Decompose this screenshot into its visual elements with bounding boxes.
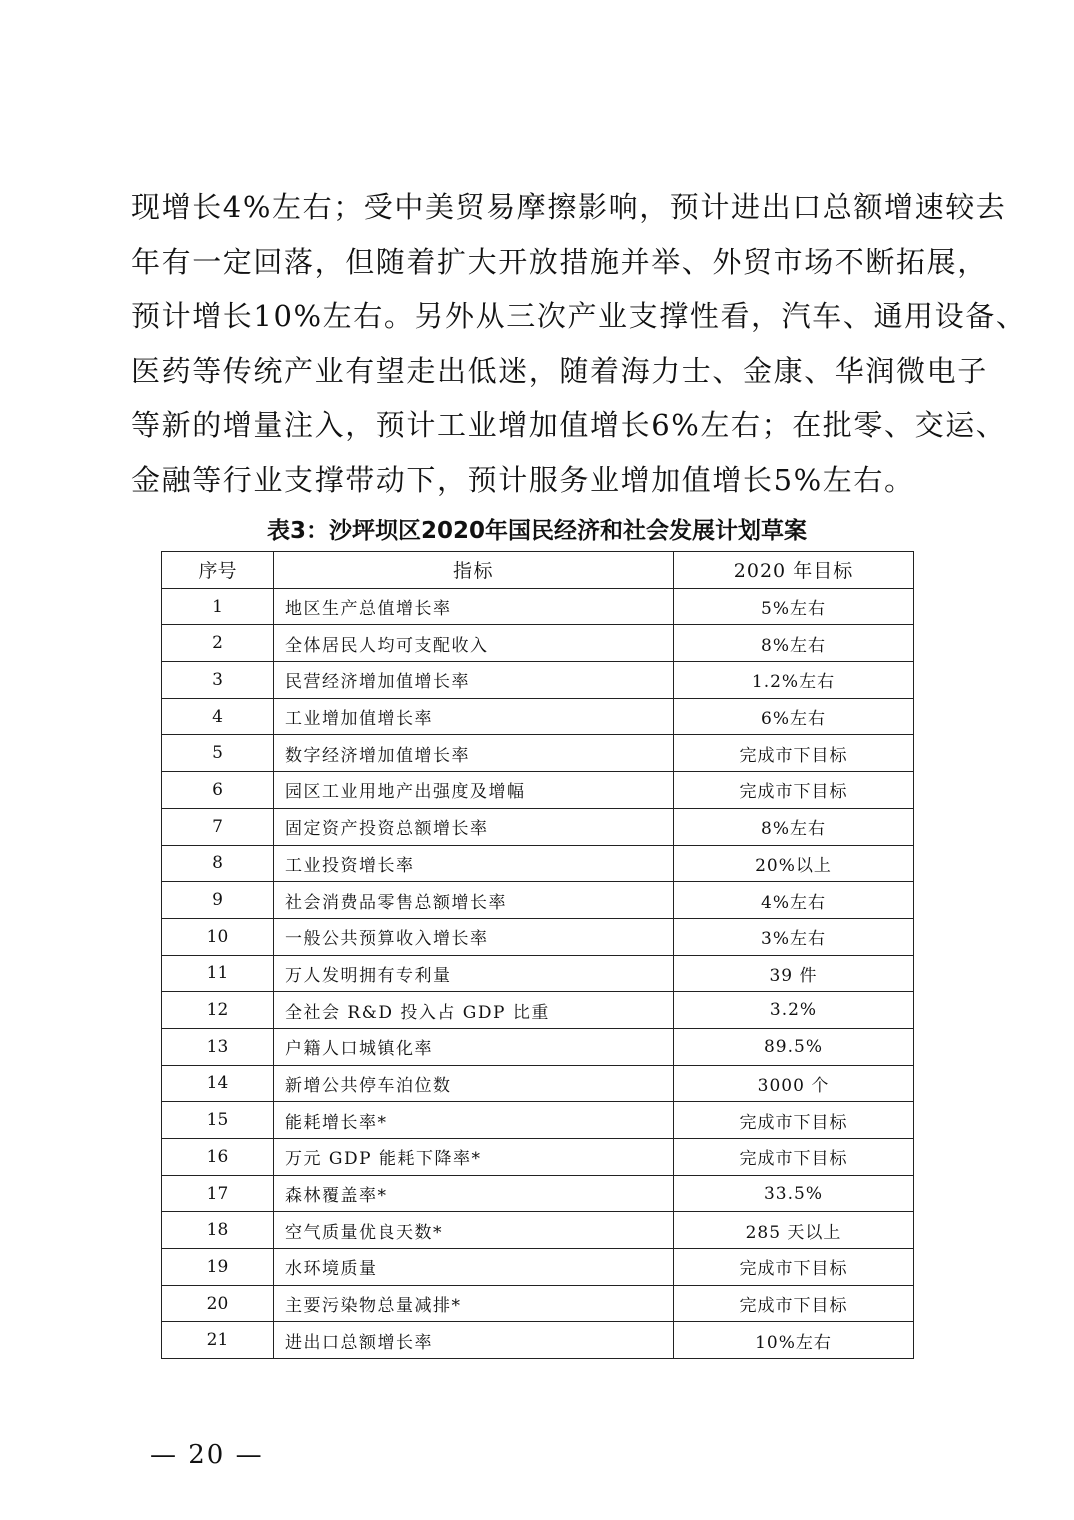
cell-target: 3000 个 — [674, 1065, 914, 1102]
cell-indicator: 全体居民人均可支配收入 — [274, 625, 674, 662]
cell-no: 16 — [162, 1139, 274, 1176]
cell-target: 完成市下目标 — [674, 735, 914, 772]
cell-no: 5 — [162, 735, 274, 772]
table-row — [162, 772, 914, 809]
table-row — [162, 1175, 914, 1212]
cell-target: 3%左右 — [674, 918, 914, 955]
cell-target: 285 天以上 — [674, 1212, 914, 1249]
paragraph-line: 医药等传统产业有望走出低迷，随着海力士、金康、华润微电子 — [131, 353, 988, 388]
cell-no: 7 — [162, 808, 274, 845]
cell-target: 89.5% — [674, 1028, 914, 1065]
cell-indicator: 万元 GDP 能耗下降率* — [274, 1139, 674, 1176]
table-body — [162, 588, 914, 1358]
table-row — [162, 1285, 914, 1322]
cell-indicator: 全社会 R&D 投入占 GDP 比重 — [274, 992, 674, 1029]
cell-no: 18 — [162, 1212, 274, 1249]
table-row — [162, 735, 914, 772]
header-no: 序号 — [162, 552, 274, 589]
cell-indicator: 社会消费品零售总额增长率 — [274, 882, 674, 919]
table-row — [162, 1249, 914, 1286]
cell-indicator: 工业增加值增长率 — [274, 698, 674, 735]
table-row — [162, 1028, 914, 1065]
cell-no: 13 — [162, 1028, 274, 1065]
cell-indicator: 数字经济增加值增长率 — [274, 735, 674, 772]
cell-no: 12 — [162, 992, 274, 1029]
cell-target: 3.2% — [674, 992, 914, 1029]
table-row — [162, 588, 914, 625]
cell-indicator: 新增公共停车泊位数 — [274, 1065, 674, 1102]
cell-indicator: 园区工业用地产出强度及增幅 — [274, 772, 674, 809]
table-row — [162, 882, 914, 919]
table-row — [162, 992, 914, 1029]
cell-indicator: 万人发明拥有专利量 — [274, 955, 674, 992]
table-row — [162, 1102, 914, 1139]
cell-target: 39 件 — [674, 955, 914, 992]
cell-indicator: 工业投资增长率 — [274, 845, 674, 882]
table-row — [162, 918, 914, 955]
cell-no: 4 — [162, 698, 274, 735]
cell-indicator: 一般公共预算收入增长率 — [274, 918, 674, 955]
table-row — [162, 808, 914, 845]
cell-no: 20 — [162, 1285, 274, 1322]
table-row — [162, 845, 914, 882]
cell-indicator: 森林覆盖率* — [274, 1175, 674, 1212]
table-row — [162, 698, 914, 735]
cell-no: 3 — [162, 662, 274, 699]
cell-target: 完成市下目标 — [674, 1285, 914, 1322]
cell-target: 6%左右 — [674, 698, 914, 735]
cell-target: 1.2%左右 — [674, 662, 914, 699]
table-row — [162, 1139, 914, 1176]
paragraph-line: 金融等行业支撑带动下，预计服务业增加值增长5%左右。 — [131, 462, 915, 497]
body-paragraph — [131, 180, 1027, 507]
header-target: 2020 年目标 — [674, 552, 914, 589]
cell-no: 14 — [162, 1065, 274, 1102]
cell-target: 33.5% — [674, 1175, 914, 1212]
cell-indicator: 进出口总额增长率 — [274, 1322, 674, 1359]
cell-indicator: 户籍人口城镇化率 — [274, 1028, 674, 1065]
paragraph-line: 等新的增量注入，预计工业增加值增长6%左右；在批零、交运、 — [131, 408, 1007, 442]
cell-target: 完成市下目标 — [674, 1102, 914, 1139]
cell-no: 21 — [162, 1322, 274, 1359]
cell-target: 4%左右 — [674, 882, 914, 919]
cell-target: 完成市下目标 — [674, 772, 914, 809]
cell-target: 8%左右 — [674, 625, 914, 662]
cell-no: 15 — [162, 1102, 274, 1139]
cell-no: 17 — [162, 1175, 274, 1212]
table-header-row — [162, 552, 914, 589]
header-indicator: 指标 — [274, 552, 674, 589]
cell-indicator: 主要污染物总量减排* — [274, 1285, 674, 1322]
table-row — [162, 662, 914, 699]
table-row — [162, 955, 914, 992]
cell-indicator: 固定资产投资总额增长率 — [274, 808, 674, 845]
cell-no: 8 — [162, 845, 274, 882]
cell-no: 10 — [162, 918, 274, 955]
cell-indicator: 地区生产总值增长率 — [274, 588, 674, 625]
table-title: 表3：沙坪坝区2020年国民经济和社会发展计划草案 — [266, 518, 808, 544]
cell-no: 11 — [162, 955, 274, 992]
paragraph-line: 年有一定回落，但随着扩大开放措施并举、外贸市场不断拓展， — [131, 244, 988, 279]
table-row — [162, 1212, 914, 1249]
cell-target: 完成市下目标 — [674, 1249, 914, 1286]
cell-target: 8%左右 — [674, 808, 914, 845]
cell-indicator: 空气质量优良天数* — [274, 1212, 674, 1249]
cell-indicator: 民营经济增加值增长率 — [274, 662, 674, 699]
cell-target: 5%左右 — [674, 588, 914, 625]
table-row — [162, 1065, 914, 1102]
cell-target: 10%左右 — [674, 1322, 914, 1359]
cell-no: 9 — [162, 882, 274, 919]
cell-no: 2 — [162, 625, 274, 662]
paragraph-line: 预计增长10%左右。另外从三次产业支撑性看，汽车、通用设备、 — [131, 299, 1027, 333]
cell-no: 19 — [162, 1249, 274, 1286]
table-row — [162, 1322, 914, 1359]
plan-table — [161, 551, 914, 1359]
cell-target: 完成市下目标 — [674, 1139, 914, 1176]
cell-no: 1 — [162, 588, 274, 625]
table-row — [162, 625, 914, 662]
cell-no: 6 — [162, 772, 274, 809]
cell-target: 20%以上 — [674, 845, 914, 882]
cell-indicator: 能耗增长率* — [274, 1102, 674, 1139]
paragraph-line: 现增长4%左右；受中美贸易摩擦影响，预计进出口总额增速较去 — [131, 190, 1007, 224]
cell-indicator: 水环境质量 — [274, 1249, 674, 1286]
page-number: — 20 — — [150, 1440, 264, 1470]
